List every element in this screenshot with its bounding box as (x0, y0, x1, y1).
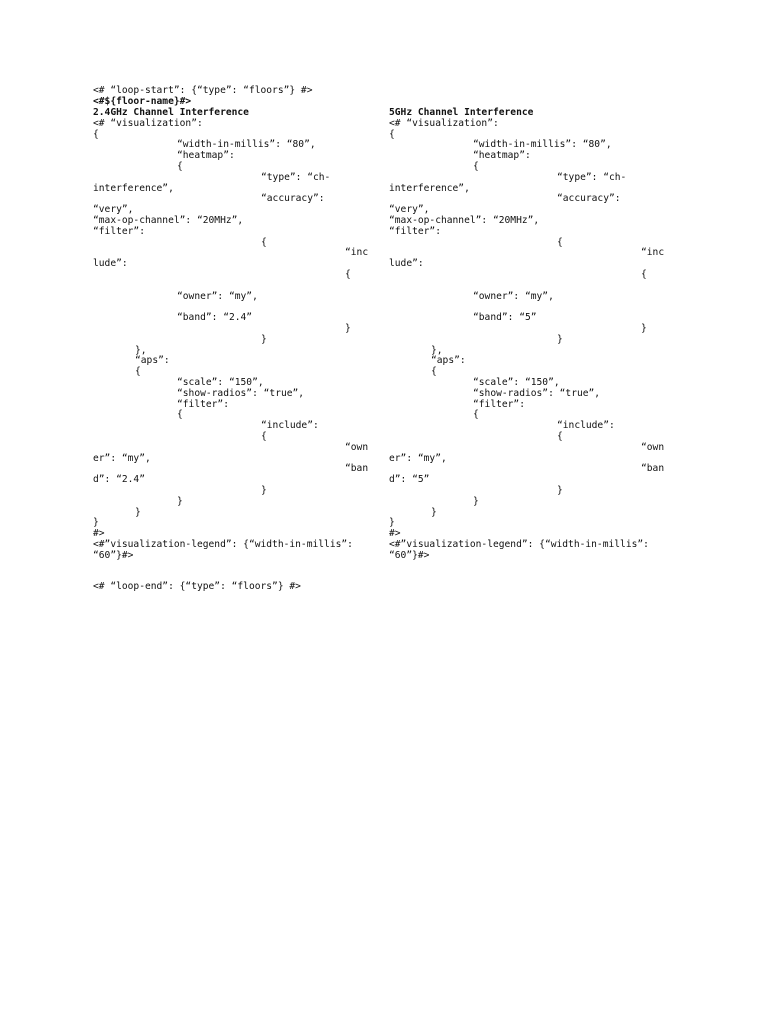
left-column-line: “heatmap”: (177, 150, 235, 162)
right-column-line: “type”: “ch- (557, 171, 627, 183)
right-column-line: } (557, 485, 563, 496)
left-column-line: <# “visualization”: (93, 117, 203, 129)
right-column-line: } (557, 333, 563, 345)
left-column-line: “show-radios”: “true”, (177, 387, 305, 399)
right-column-line: { (641, 269, 647, 280)
right-column-line: “inc (641, 247, 665, 259)
right-column-line: “own (641, 441, 665, 453)
left-column-line: } (135, 506, 141, 518)
right-column-line: lude”: (389, 258, 424, 270)
right-column-line: “width-in-millis”: “80”, (473, 139, 612, 151)
left-column-line: { (261, 236, 267, 248)
right-column-line: <# “visualization”: (389, 117, 499, 129)
right-column-line: “scale”: “150”, (473, 377, 560, 388)
right-column-line: }, (431, 344, 443, 356)
right-column-line: #> (389, 528, 401, 540)
left-column-line: d”: “2.4” (93, 474, 145, 486)
header-line: <# “loop-start”: {“type”: “floors”} #> (93, 85, 313, 96)
right-column-line: “filter”: (473, 398, 525, 410)
right-column-line: “60”}#> (389, 549, 430, 561)
left-column-line: } (261, 485, 267, 496)
right-column-line: “ban (641, 463, 665, 475)
left-column-line: #> (93, 528, 105, 540)
right-column-line: { (473, 409, 479, 421)
right-column-line: } (641, 323, 647, 334)
right-column-line: { (431, 366, 437, 378)
left-column-line: er”: “my”, (93, 452, 151, 464)
right-column-line: “very”, (389, 204, 430, 216)
left-column-line: “scale”: “150”, (177, 377, 264, 388)
left-column-line: { (135, 366, 141, 378)
left-column-line: “very”, (93, 204, 134, 216)
left-column-line: “filter”: (93, 225, 145, 237)
left-column-line: <#”visualization-legend”: {“width-in-millis”: (93, 539, 353, 550)
left-column-line: 2.4GHz Channel Interference (93, 107, 249, 118)
right-column-line: “include”: (557, 420, 615, 432)
left-column-line: “width-in-millis”: “80”, (177, 139, 316, 151)
right-column-line: { (389, 128, 395, 140)
right-column-line: { (473, 161, 479, 172)
left-column-line: “ban (345, 463, 369, 475)
left-column-line: “inc (345, 247, 369, 259)
right-column-line: d”: “5” (389, 474, 430, 486)
left-column-line: “include”: (261, 420, 319, 432)
right-column-line: er”: “my”, (389, 452, 447, 464)
left-column-line: { (177, 161, 183, 172)
footer-line: <# “loop-end”: {“type”: “floors”} #> (93, 581, 301, 592)
left-column-line: “60”}#> (93, 549, 134, 561)
right-column-line: } (389, 517, 395, 529)
right-column-line: } (431, 506, 437, 518)
left-column-line: { (261, 431, 267, 442)
left-column-line: “aps”: (135, 355, 170, 367)
left-column-line: “filter”: (177, 398, 229, 410)
left-column-line: }, (135, 344, 147, 356)
left-column-line: “type”: “ch- (261, 171, 331, 183)
left-column-line: lude”: (93, 258, 128, 270)
left-column-line: “band”: “2.4” (177, 312, 253, 324)
left-column-line: “max-op-channel”: “20MHz”, (93, 215, 244, 226)
right-column-line: “filter”: (389, 225, 441, 237)
left-column-line: { (177, 409, 183, 421)
right-column-line: “max-op-channel”: “20MHz”, (389, 215, 540, 226)
left-column-line: } (93, 517, 99, 529)
left-column-line: } (345, 323, 351, 334)
right-column-line: “accuracy”: (557, 193, 621, 205)
left-column-line: “owner”: “my”, (177, 290, 258, 302)
header-line: <#${floor-name}#> (93, 95, 192, 107)
right-column-line: “heatmap”: (473, 150, 531, 162)
right-column-line: { (557, 431, 563, 442)
left-column-line: interference”, (93, 182, 174, 194)
right-column-line: } (473, 495, 479, 507)
right-column-line: “owner”: “my”, (473, 290, 554, 302)
left-column-line: { (93, 128, 99, 140)
right-column-line: 5GHz Channel Interference (389, 107, 534, 118)
right-column-line: “aps”: (431, 355, 466, 367)
right-column-line: { (557, 236, 563, 248)
left-column-line: } (261, 333, 267, 345)
right-column-line: interference”, (389, 182, 470, 194)
left-column-line: { (345, 269, 351, 280)
right-column-line: “show-radios”: “true”, (473, 387, 601, 399)
left-column-line: “accuracy”: (261, 193, 325, 205)
left-column-line: } (177, 495, 183, 507)
left-column-line: “own (345, 441, 369, 453)
right-column-line: <#”visualization-legend”: {“width-in-millis”: (389, 539, 649, 550)
right-column-line: “band”: “5” (473, 312, 537, 324)
